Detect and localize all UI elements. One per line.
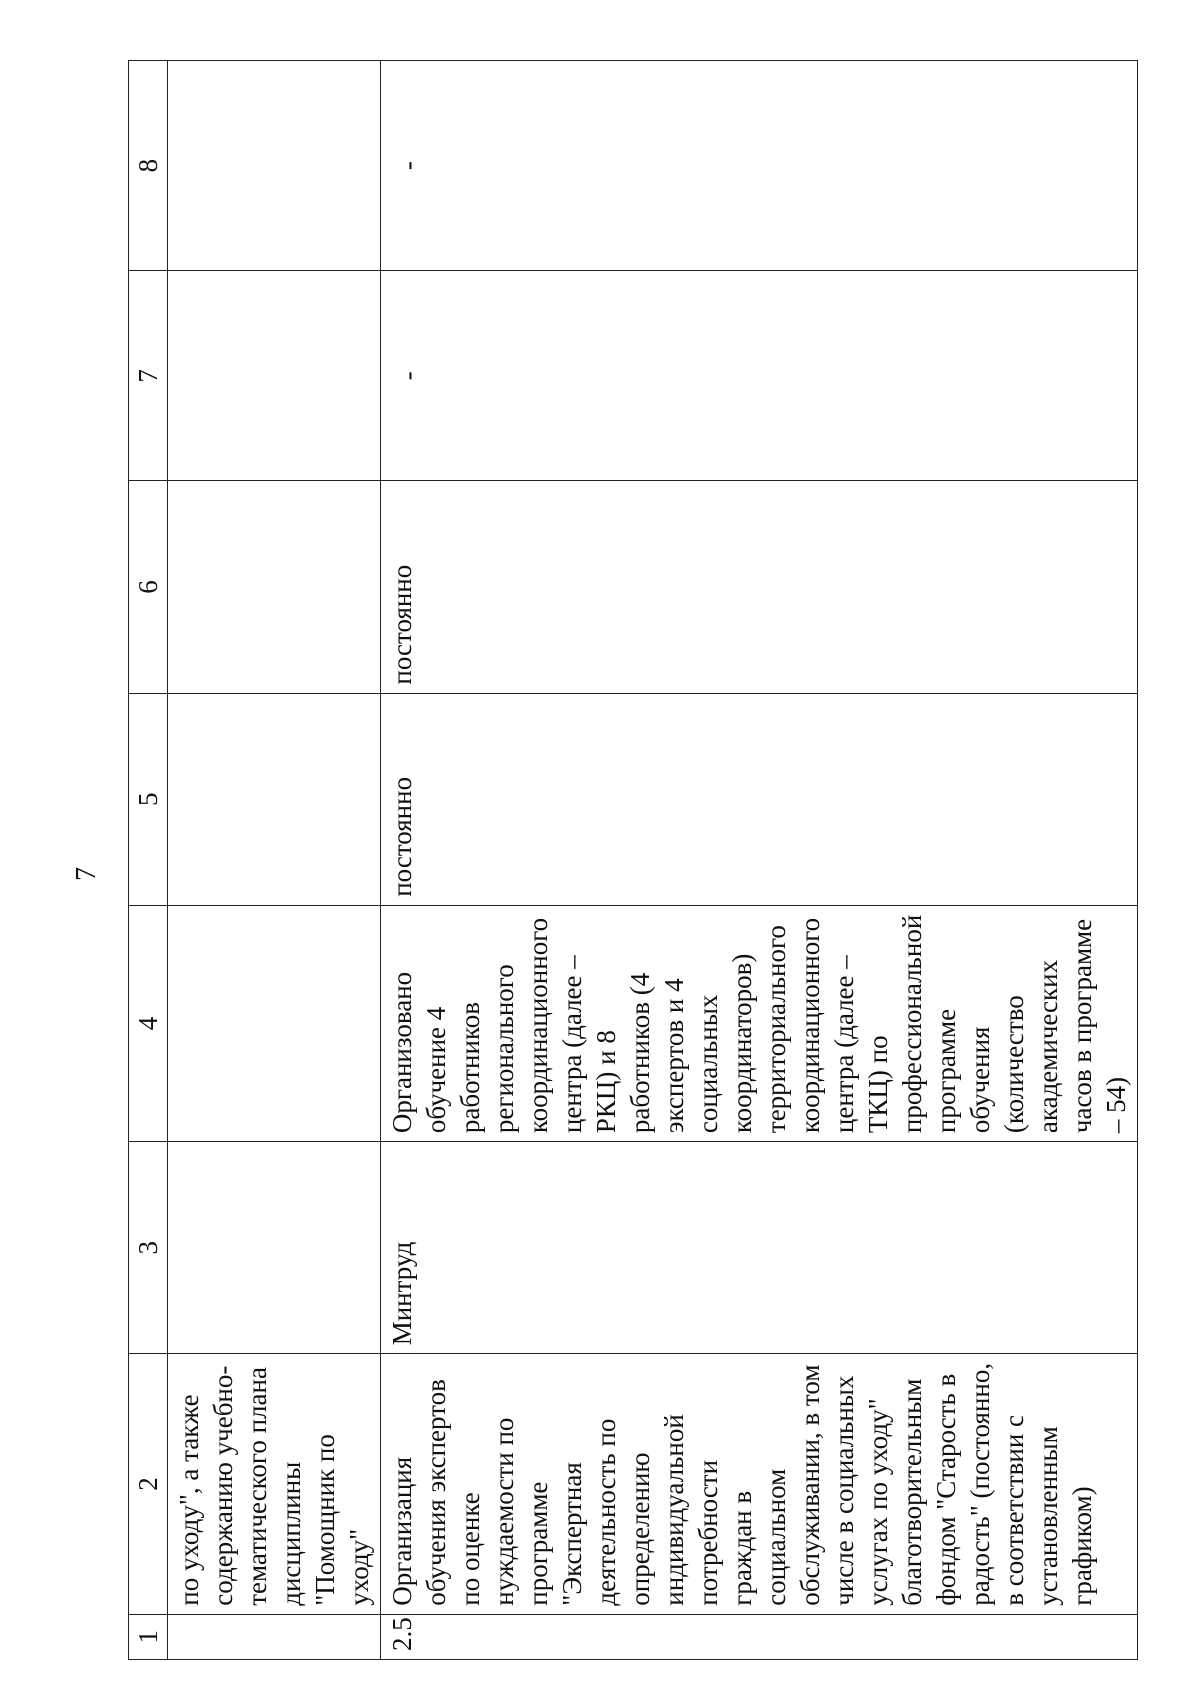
cell-col-7: - — [381, 271, 1138, 481]
cell-col-5 — [168, 693, 381, 905]
cell-responsible — [168, 1142, 381, 1354]
cell-col-5: постоянно — [381, 693, 1138, 905]
table-row — [168, 61, 381, 1660]
cell-col-6 — [168, 481, 381, 693]
table-container — [128, 60, 1200, 1651]
cell-measure-name: Организация обучения экспертов по оценке нуждаемости по программе "Экспертная деятельность по определению индивидуальной потребности граждан в социальном обслуживании, в том числе в социальных услугах по уходу" благотворительным фондом "Старость в радость" (постоянно, в соответствии с установленным графиком) — [381, 1354, 1138, 1614]
cell-item-number — [168, 1614, 381, 1659]
measures-table — [128, 60, 1138, 1660]
cell-col-6: постоянно — [381, 481, 1138, 693]
cell-responsible: Минтруд — [381, 1142, 1138, 1354]
header-col-6: 6 — [129, 481, 168, 693]
cell-col-8 — [168, 61, 381, 271]
header-col-8: 8 — [129, 61, 168, 271]
header-col-1: 1 — [129, 1614, 168, 1659]
header-col-3: 3 — [129, 1142, 168, 1354]
header-col-4: 4 — [129, 905, 168, 1141]
cell-col-8: - — [381, 61, 1138, 271]
header-col-2: 2 — [129, 1354, 168, 1614]
table-row — [381, 61, 1138, 1660]
cell-result: Организовано обучение 4 работников регионального координационного центра (далее – РКЦ) и 8 работников (4 экспертов и 4 социальных координаторов) территориального координационного центра (далее – ТКЦ) по профессиональной программе обучения (количество академических часов в программе – 54) — [381, 905, 1138, 1141]
cell-item-number: 2.5 — [381, 1614, 1138, 1659]
table-header-row — [129, 61, 168, 1660]
cell-col-7 — [168, 271, 381, 481]
cell-result — [168, 905, 381, 1141]
header-col-5: 5 — [129, 693, 168, 905]
page-number: 7 — [71, 867, 102, 881]
cell-measure-name: по уходу", а также содержанию учебно-тематического плана дисциплины "Помощник по уходу" — [168, 1354, 381, 1614]
header-col-7: 7 — [129, 271, 168, 481]
